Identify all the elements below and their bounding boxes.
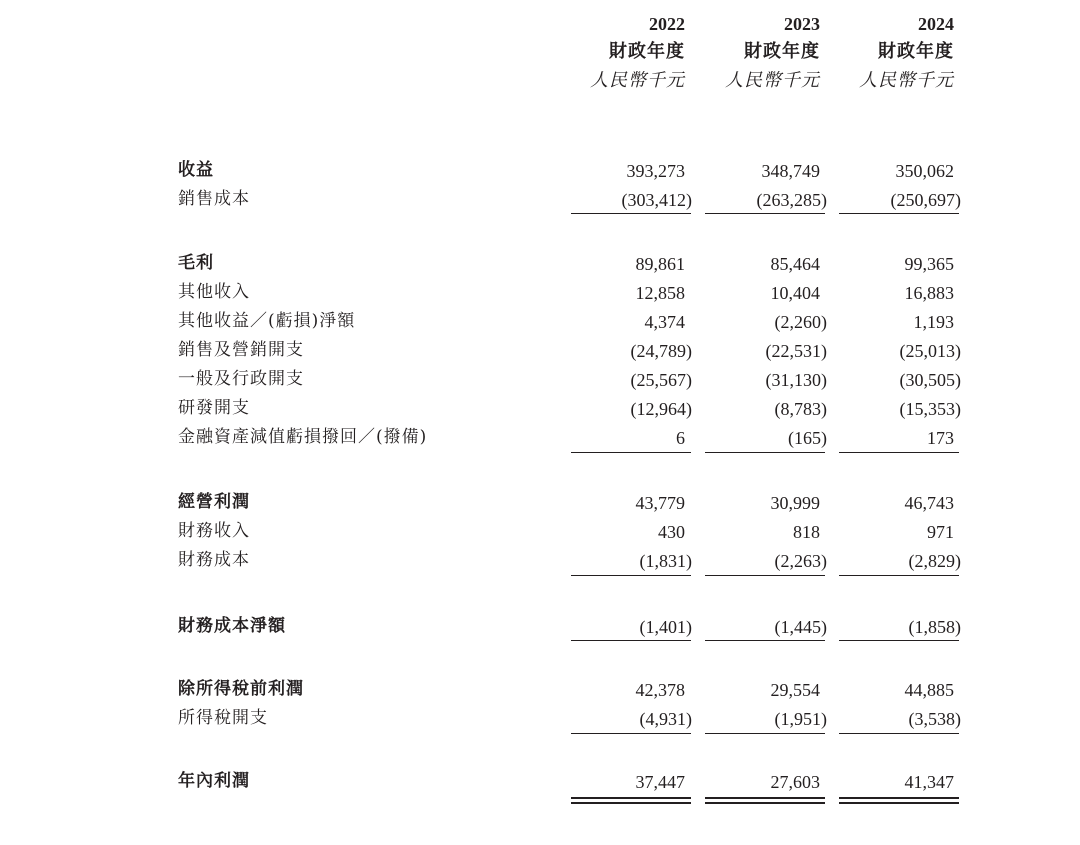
subtotal-rule-2022	[571, 213, 691, 214]
unit-label-2024: 人民幣千元	[859, 70, 954, 91]
cell-gross-profit-2024: 99,365	[904, 254, 954, 274]
cell-operating-profit-2023: 30,999	[770, 493, 820, 513]
cell-revenue-2023: 348,749	[761, 161, 820, 181]
unit-label-2022: 人民幣千元	[590, 70, 685, 91]
cell-rnd-2024: (15,353)	[899, 399, 961, 419]
total-double-rule-2024	[839, 797, 959, 804]
row-label-profit-for-year: 年內利潤	[178, 771, 250, 791]
subtotal-rule-2024	[839, 733, 959, 734]
cell-impairment-2022: 6	[676, 428, 685, 448]
fiscal-year-label-2022: 財政年度	[609, 41, 685, 62]
year-2023-header: 2023	[784, 14, 820, 34]
cell-finance-income-2023: 818	[793, 522, 820, 542]
subtotal-rule-2023	[705, 213, 825, 214]
cell-operating-profit-2022: 43,779	[635, 493, 685, 513]
cell-profit-before-tax-2022: 42,378	[635, 680, 685, 700]
subtotal-rule-2024	[839, 213, 959, 214]
cell-finance-costs-2024: (2,829)	[908, 551, 961, 571]
cell-general-admin-2022: (25,567)	[630, 370, 692, 390]
row-label-impairment-reversal: 金融資產減值虧損撥回／(撥備)	[178, 427, 428, 447]
cell-cost-of-sales-2024: (250,697)	[890, 190, 961, 210]
cell-operating-profit-2024: 46,743	[904, 493, 954, 513]
fiscal-year-label-2024: 財政年度	[878, 41, 954, 62]
year-2022-header: 2022	[649, 14, 685, 34]
fiscal-year-label-2023: 財政年度	[744, 41, 820, 62]
total-double-rule-2022	[571, 797, 691, 804]
subtotal-rule-2024	[839, 640, 959, 641]
cell-other-income-2023: 10,404	[770, 283, 820, 303]
row-label-general-admin-expenses: 一般及行政開支	[178, 369, 304, 389]
total-double-rule-2023	[705, 797, 825, 804]
row-label-profit-before-tax: 除所得稅前利潤	[178, 679, 304, 699]
cell-general-admin-2023: (31,130)	[765, 370, 827, 390]
cell-gross-profit-2023: 85,464	[770, 254, 820, 274]
cell-income-tax-2022: (4,931)	[639, 709, 692, 729]
cell-selling-marketing-2023: (22,531)	[765, 341, 827, 361]
cell-profit-before-tax-2024: 44,885	[904, 680, 954, 700]
cell-rnd-2023: (8,783)	[774, 399, 827, 419]
cell-revenue-2022: 393,273	[626, 161, 685, 181]
cell-profit-for-year-2022: 37,447	[635, 772, 685, 792]
year-2024-header: 2024	[918, 14, 954, 34]
row-label-cost-of-sales: 銷售成本	[178, 189, 250, 209]
subtotal-rule-2022	[571, 640, 691, 641]
cell-income-tax-2024: (3,538)	[908, 709, 961, 729]
cell-net-finance-costs-2022: (1,401)	[639, 617, 692, 637]
cell-cost-of-sales-2023: (263,285)	[756, 190, 827, 210]
cell-other-income-2024: 16,883	[904, 283, 954, 303]
cell-rnd-2022: (12,964)	[630, 399, 692, 419]
row-label-selling-marketing-expenses: 銷售及營銷開支	[178, 340, 304, 360]
row-label-income-tax-expense: 所得稅開支	[178, 708, 268, 728]
cell-finance-costs-2022: (1,831)	[639, 551, 692, 571]
cell-profit-for-year-2024: 41,347	[904, 772, 954, 792]
subtotal-rule-2023	[705, 452, 825, 453]
cell-revenue-2024: 350,062	[895, 161, 954, 181]
subtotal-rule-2024	[839, 452, 959, 453]
cell-finance-income-2022: 430	[658, 522, 685, 542]
cell-impairment-2023: (165)	[788, 428, 827, 448]
row-label-net-finance-costs: 財務成本淨額	[178, 616, 286, 636]
subtotal-rule-2022	[571, 452, 691, 453]
subtotal-rule-2024	[839, 575, 959, 576]
subtotal-rule-2023	[705, 640, 825, 641]
cell-profit-for-year-2023: 27,603	[770, 772, 820, 792]
subtotal-rule-2022	[571, 733, 691, 734]
cell-net-finance-costs-2024: (1,858)	[908, 617, 961, 637]
cell-other-gains-losses-2024: 1,193	[913, 312, 954, 332]
subtotal-rule-2023	[705, 575, 825, 576]
cell-gross-profit-2022: 89,861	[635, 254, 685, 274]
cell-profit-before-tax-2023: 29,554	[770, 680, 820, 700]
cell-finance-income-2024: 971	[927, 522, 954, 542]
unit-label-2023: 人民幣千元	[725, 70, 820, 91]
cell-other-gains-losses-2022: 4,374	[644, 312, 685, 332]
cell-other-income-2022: 12,858	[635, 283, 685, 303]
row-label-finance-costs: 財務成本	[178, 550, 250, 570]
cell-cost-of-sales-2022: (303,412)	[621, 190, 692, 210]
cell-general-admin-2024: (30,505)	[899, 370, 961, 390]
subtotal-rule-2022	[571, 575, 691, 576]
cell-income-tax-2023: (1,951)	[774, 709, 827, 729]
row-label-gross-profit: 毛利	[178, 253, 214, 273]
row-label-other-gains-losses-net: 其他收益／(虧損)淨額	[178, 311, 356, 331]
row-label-operating-profit: 經營利潤	[178, 492, 250, 512]
row-label-finance-income: 財務收入	[178, 521, 250, 541]
cell-impairment-2024: 173	[927, 428, 954, 448]
row-label-rnd-expenses: 研發開支	[178, 398, 250, 418]
cell-selling-marketing-2022: (24,789)	[630, 341, 692, 361]
subtotal-rule-2023	[705, 733, 825, 734]
cell-selling-marketing-2024: (25,013)	[899, 341, 961, 361]
row-label-other-income: 其他收入	[178, 282, 250, 302]
cell-finance-costs-2023: (2,263)	[774, 551, 827, 571]
cell-net-finance-costs-2023: (1,445)	[774, 617, 827, 637]
row-label-revenue: 收益	[178, 160, 214, 180]
cell-other-gains-losses-2023: (2,260)	[774, 312, 827, 332]
